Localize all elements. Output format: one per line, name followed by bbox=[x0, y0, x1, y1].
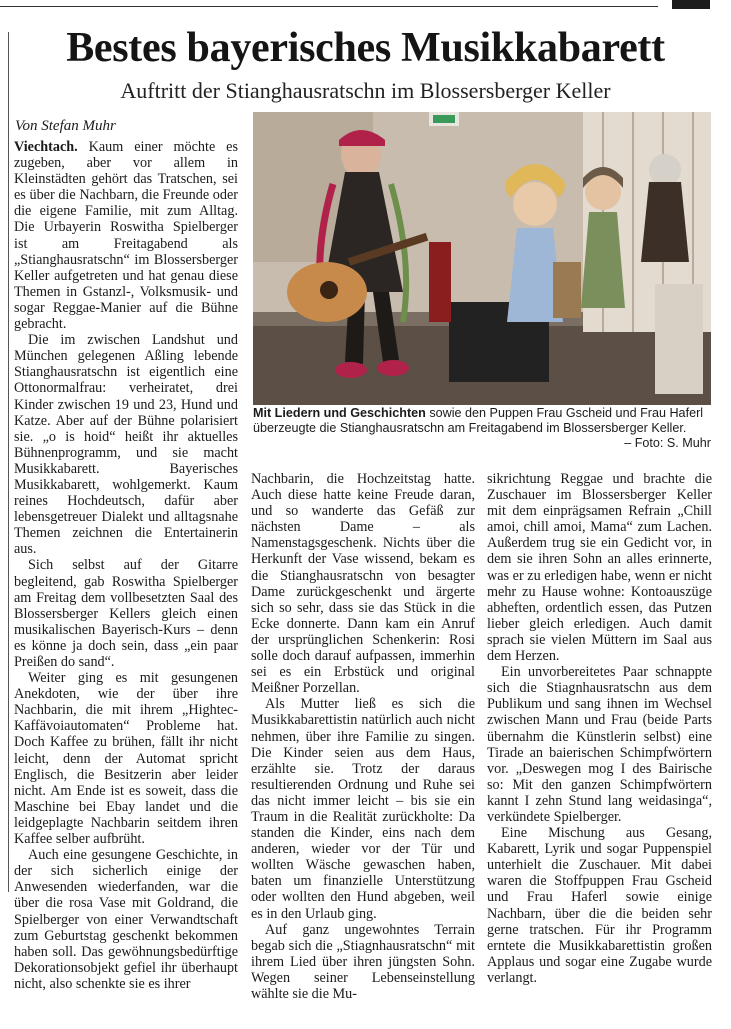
photo-credit: – Foto: S. Muhr bbox=[624, 436, 711, 450]
paragraph-3: Sich selbst auf der Gitarre begleitend, gab Roswitha Spielberger am Freitag dem vollbesetzten Saal des Blossersberger Kellers gleich einen musikalischen Bayerisch-Kurs – denn es könne ja doch sein, dass „ein paar Preißen do sand“. bbox=[14, 557, 238, 670]
paragraph-2: Die im zwischen Landshut und München gelegenen Aßling lebende Stianghausratschn ist eigentlich eine Ottonormalfrau: verheiratet, drei Kinder zwischen 19 und 23, Hund und Katze. Aber auf der Bühne polarisiert sie. „o is hoid“ heißt ihr aktuelles Bühnenprogramm, und sie macht Musikkabarett. Bayerisches Musikkabarett, wohlgemerkt. Kaum reines Hochdeutsch, dafür aber lebensgetreuer Dialekt und alltagsnahe Themen zeichnen die Entertainerin aus. bbox=[14, 332, 238, 558]
caption-bold: Mit Liedern und Geschichten bbox=[253, 406, 426, 420]
paragraph-7: Als Mutter ließ es sich die Musikkabarettistin natürlich auch nicht nehmen, über ihre Familie zu singen. Die Kinder seien aus dem Haus, erzählte sie. Trotz der daraus resultierenden Ordnung und Ruhe sei das nicht immer leicht – bis sie ein Traum in die Realität zurückholte: Da standen die Kinder, eins nach dem anderen, wieder vor der Tür und wollten Wäsche gewaschen haben, baten um finanzielle Unterstützung oder wollten den Hund abgeben, weil es in den Urlaub ging. bbox=[251, 696, 475, 922]
column-rule bbox=[8, 32, 9, 892]
paragraph-4: Weiter ging es mit gesungenen Anekdoten, wie der über ihre Nachbarin, die mit ihrem „Hightec-Kaffävoiautomaten“ Probleme hat. Doch Kaffee zu brühen, fällt ihr nicht leicht, denn der Automat spricht Englisch, die Besitzerin aber leider nicht. Am Ende ist es soweit, dass die Maschine bei Ebay landet und die leidgeplagte Nachbarin seitdem ihren Kaffee selber aufbrüht. bbox=[14, 670, 238, 848]
paragraph-9: sikrichtung Reggae und brachte die Zuschauer im Blossersberger Keller mit dem einprägsamen Refrain „Chill amoi, chill amoi, Mama“ zum Lachen. Außerdem trug sie ein Gedicht vor, in dem sie ihren Sohn an alles erinnerte, was er zu erledigen habe, wenn er nicht mehr zu Hause wohne: Kontoauszüge abheften, ordentlich essen, das Putzen lieber gleich erledigen. Auch damit sprach sie vielen Müttern im Saal aus dem Herzen. bbox=[487, 471, 712, 665]
dateline: Viechtach. bbox=[14, 139, 78, 155]
article-column-2 bbox=[251, 471, 475, 1002]
byline: Von Stefan Muhr bbox=[15, 118, 116, 134]
article-column-1 bbox=[14, 139, 238, 992]
paragraph-5: Auch eine gesungene Geschichte, in der sich sicherlich einige der Anwesenden wiederfanden, war die über die rosa Vase mit Goldrand, die Spielberger von einer Verwandtschaft zum Geburtstag geschenkt bekommen haben soll. Das gewöhnungsbedürftige Dekorationsobjekt gefiel ihr überhaupt nicht, also schenkte sie es ihrer bbox=[14, 847, 238, 992]
article-column-3 bbox=[487, 471, 712, 986]
paragraph-8: Auf ganz ungewohntes Terrain begab sich die „Stiagnhausratschn“ mit ihrem Lied über ihren jüngsten Sohn. Wegen seiner Lebenseinstellung wählte sie die Mu- bbox=[251, 921, 475, 1002]
paragraph-6: Nachbarin, die Hochzeitstag hatte. Auch diese hatte keine Freude daran, und so wanderte das Gefäß zur nächsten Dame – als Namenstagsgeschenk. Nichts über die Herkunft der Vase wissend, bekam es die Stianghausratschn von besagter Dame zurückgeschenkt und ärgerte sich so sehr, dass sie das Stück in die Ecke donnerte. Dann kam ein Anruf der ursprünglichen Schenkerin: Rosi solle doch darauf aufpassen, immerhin sei es ein Erbstück und original Meißner Porzellan. bbox=[251, 471, 475, 697]
photo-performer-with-puppets bbox=[253, 112, 711, 405]
paragraph-10: Ein unvorbereitetes Paar schnappte sich die Stiagnhausratschn aus dem Publikum und sang ihnen im Wechsel zwischen Mann und Frau (beide Parts übernahm die Künstlerin selbst) eine Tirade an baierischen Schimpfwörtern vor. „Deswegen mog I des Bairische so: Mit den ganzen Schimpfwörtern kannt I zehn Stund lang weidasinga“, verkündete Spielberger. bbox=[487, 664, 712, 825]
headline: Bestes bayerisches Musikkabarett bbox=[66, 25, 665, 71]
paragraph-11: Eine Mischung aus Gesang, Kabarett, Lyrik und sogar Puppenspiel unterhielt die Zuschauer. Mit dabei waren die Stoffpuppen Frau Gscheid und Frau Haferl sowie einige Nachbarn, über die die beiden sehr gerne tratschen. Für ihr Programm erntete die Musikkabarettistin großen Applaus und sogar eine Zugabe wurde verlangt. bbox=[487, 825, 712, 986]
paragraph-1-text: Kaum einer möchte es zugeben, aber vor allem in Kleinstädten gehört das Tratschen, sei es über die Nachbarn, die Freunde oder die eigene Familie, mit zum Alltag. Die Urbayerin Roswitha Spielberger ist am Freitagabend als „Stianghausratschn“ im Blossersberger Keller aufgetreten und hat genau diese Themen in Gstanzl-, Volksmusik- und sogar Reggae-Manier auf die Bühne gebracht. bbox=[14, 139, 238, 333]
article-photo bbox=[253, 112, 711, 405]
page-corner-marker bbox=[672, 0, 710, 9]
paragraph-1 bbox=[14, 139, 238, 332]
caption-text: sowie den Puppen Frau Gscheid und Frau Haferl überzeugte die Stianghausratschn am Freitagabend im Blossersberger Keller. bbox=[253, 406, 704, 435]
subheadline: Auftritt der Stianghausratschn im Blossersberger Keller bbox=[120, 78, 611, 103]
top-rule bbox=[0, 6, 658, 7]
photo-caption bbox=[253, 406, 711, 451]
